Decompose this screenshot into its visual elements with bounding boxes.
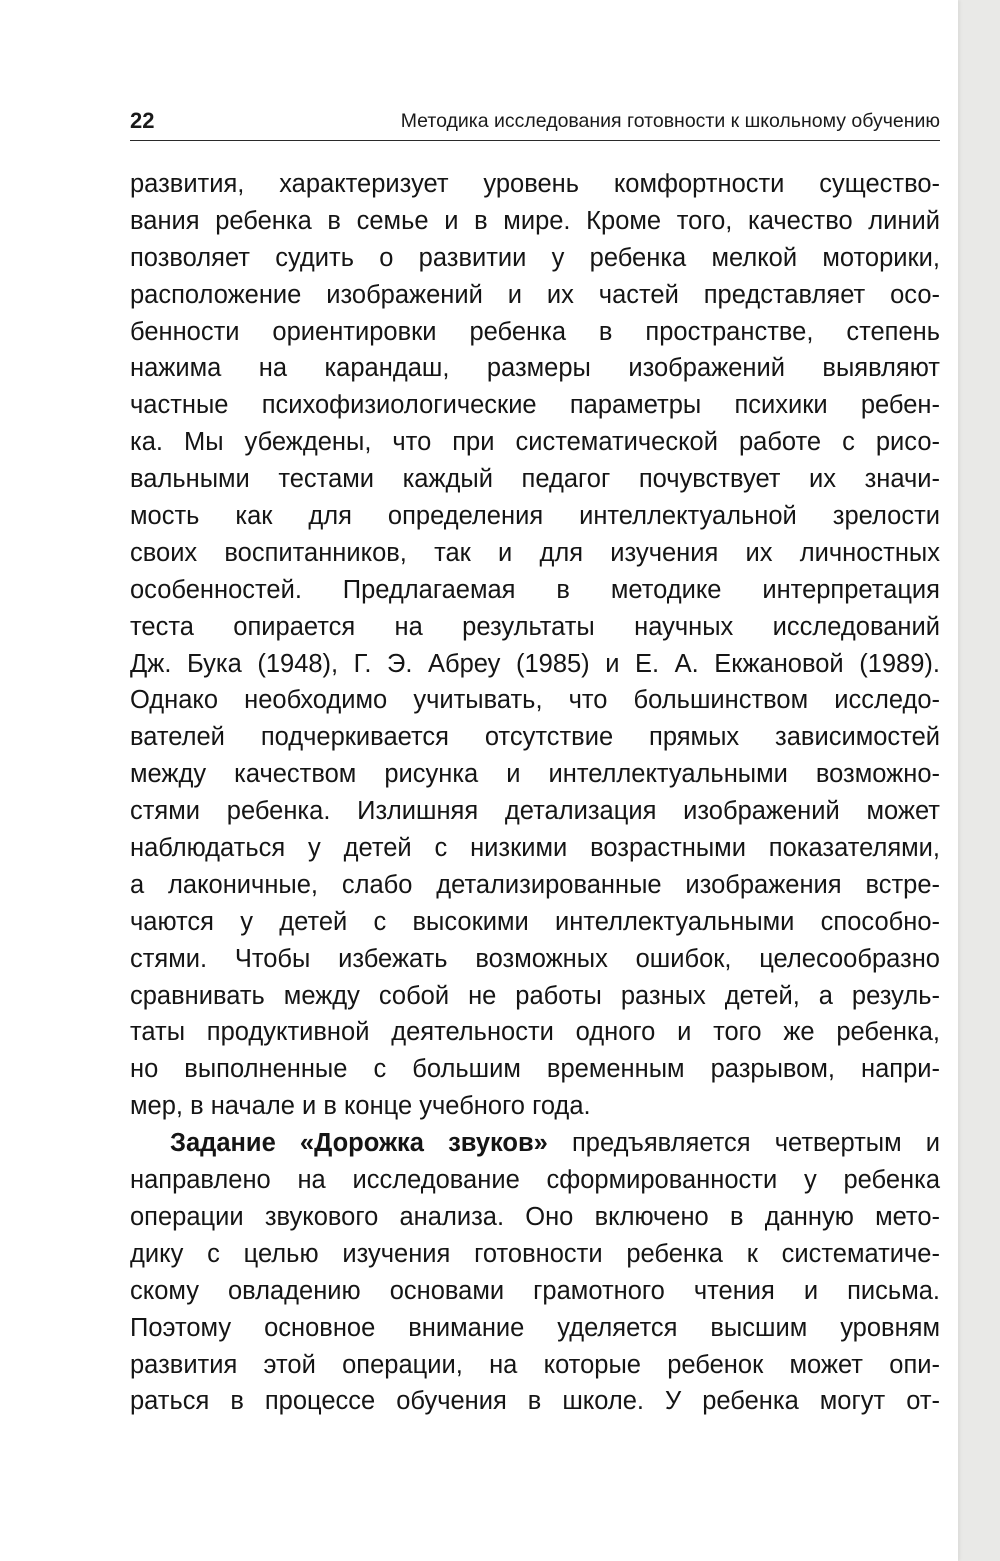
body-text [130, 166, 940, 1420]
text-line: но выполненные с большим временным разрывом, напри- [130, 1055, 940, 1084]
text-line: чаются у детей с высокими интеллектуальными способно- [130, 907, 940, 936]
first-line-text: предъявляется четвертым и [547, 1129, 941, 1158]
text-line-last: мер, в начале и в конце учебного года. [130, 1092, 591, 1121]
text-line: расположение изображений и их частей представляет осо- [130, 280, 940, 309]
text-line: Дж. Бука (1948), Г. Э. Абреу (1985) и Е. А. Екжановой (1989). [130, 649, 940, 678]
text-line: скому овладению основами грамотного чтения и письма. [130, 1276, 940, 1305]
text-line: развития, характеризует уровень комфортности существо- [130, 170, 940, 198]
text-line: Однако необходимо учитывать, что большинством исследо- [130, 686, 940, 715]
text-line: позволяет судить о развитии у ребенка мелкой моторики, [130, 243, 940, 272]
text-line: своих воспитанников, так и для изучения их личностных [130, 538, 940, 567]
text-line: между качеством рисунка и интеллектуальными возможно- [130, 760, 940, 789]
page-number: 22 [130, 108, 155, 133]
running-title: Методика исследования готовности к школьному обучению [400, 110, 940, 132]
text-line: раться в процессе обучения в школе. У ребенка могут от- [130, 1387, 940, 1416]
paragraph-first-line [130, 1125, 940, 1162]
text-line: таты продуктивной деятельности одного и того же ребенка, [130, 1018, 940, 1047]
paragraph-2 [130, 1125, 940, 1420]
text-line: ка. Мы убеждены, что при систематической работе с рисо- [130, 428, 940, 457]
text-line: вальными тестами каждый педагог почувствует их значи- [130, 465, 940, 494]
text-line: нажима на карандаш, размеры изображений выявляют [130, 354, 940, 383]
task-title: Задание «Дорожка звуков» [170, 1129, 548, 1158]
text-line: частные психофизиологические параметры психики ребен- [130, 391, 940, 420]
text-line: а лаконичные, слабо детализированные изображения встре- [130, 870, 940, 899]
text-line: мость как для определения интеллектуальной зрелости [130, 502, 940, 531]
text-line: стями. Чтобы избежать возможных ошибок, целесообразно [130, 944, 940, 973]
text-line: особенностей. Предлагаемая в методике интерпретация [130, 575, 940, 604]
text-line: наблюдаться у детей с низкими возрастными показателями, [130, 834, 940, 863]
paragraph-1 [130, 166, 940, 1125]
text-line: вателей подчеркивается отсутствие прямых зависимостей [130, 723, 940, 752]
text-line: теста опирается на результаты научных исследований [130, 612, 940, 641]
text-line: дику с целью изучения готовности ребенка к систематиче- [130, 1239, 940, 1268]
text-line: развития этой операции, на которые ребенок может опи- [130, 1350, 940, 1379]
text-line: направлено на исследование сформированности у ребенка [130, 1166, 940, 1195]
text-line: Поэтому основное внимание уделяется высшим уровням [130, 1313, 940, 1342]
text-line: вания ребенка в семье и в мире. Кроме того, качество линий [130, 206, 940, 235]
text-line: сравнивать между собой не работы разных детей, а резуль- [130, 981, 940, 1010]
page-header [130, 104, 940, 141]
text-line: операции звукового анализа. Оно включено в данную мето- [130, 1202, 940, 1231]
text-line: стями ребенка. Излишняя детализация изображений может [130, 797, 940, 826]
text-line: бенности ориентировки ребенка в пространстве, степень [130, 317, 940, 346]
